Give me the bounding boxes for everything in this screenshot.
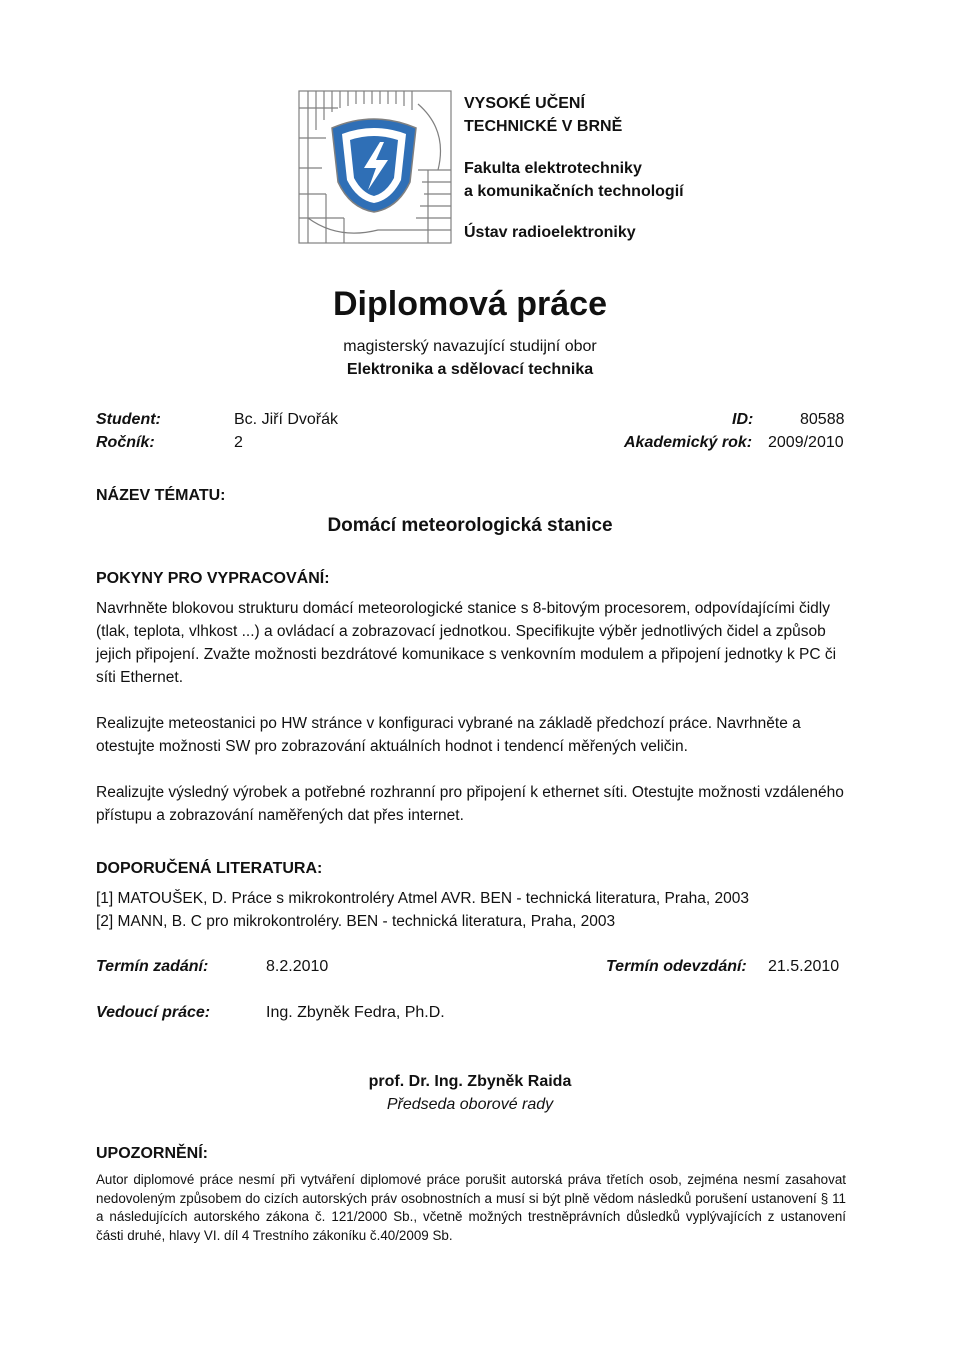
topic-label: NÁZEV TÉMATU: [96,487,226,504]
student-label: Student: [96,411,161,428]
due-date-label: Termín odevzdání: [606,958,747,975]
assigned-date-label: Termín zadání: [96,958,209,975]
study-program: magisterský navazující studijní obor [343,338,597,355]
id-label: ID: [732,411,754,428]
instructions-paragraph: Navrhněte blokovou strukturu domácí meteorologické stanice s 8-bitovým procesorem, odpovídajícími čidly (tlak, teplota, vlhkost ...) a ovládací a zobrazovací jednotkou. Specifikujte výběr jednotlivých čidel a způsob jejich připojení. Zvažte možnosti bezdrátové komunikace s venkovním modulem a připojení jednotky k PC či síti Ethernet. [96,600,837,686]
supervisor-label: Vedoucí práce: [96,1004,211,1021]
due-date-value: 21.5.2010 [768,958,840,975]
literature-label: DOPORUČENÁ LITERATURA: [96,860,323,877]
warning-label: UPOZORNĚNÍ: [96,1145,208,1162]
faculty-name-line1: Fakulta elektrotechniky [464,160,642,177]
instructions-paragraph: Realizujte výsledný výrobek a potřebné rozhranní pro připojení k ethernet síti. Otestujte možnosti vzdáleného přístupu a zobrazování naměřených dat přes internet. [96,784,844,824]
student-value: Bc. Jiří Dvořák [234,411,339,428]
instructions-paragraph: Realizujte meteostanici po HW stránce v konfiguraci vybrané na základě předchozí práce. Navrhněte a otestujte možnosti SW pro zobrazování aktuálních hodnot i tendencí měřených veličin. [96,715,801,755]
university-name-line2: TECHNICKÉ V BRNĚ [464,118,623,135]
university-name-line1: VYSOKÉ UČENÍ [464,95,585,112]
vut-logo-icon [298,90,452,244]
literature-item: [2] MANN, B. C pro mikrokontroléry. BEN - technická literatura, Praha, 2003 [96,913,616,930]
academic-year-value: 2009/2010 [768,434,844,451]
year-value: 2 [234,434,243,451]
department-name: Ústav radioelektroniky [464,224,636,241]
year-label: Ročník: [96,434,155,451]
assigned-date-value: 8.2.2010 [266,958,329,975]
academic-year-label: Akademický rok: [624,434,753,451]
chair-role: Předseda oborové rady [386,1096,554,1113]
id-value: 80588 [800,411,845,428]
topic-value: Domácí meteorologická stanice [327,515,613,536]
chair-name: prof. Dr. Ing. Zbyněk Raida [368,1073,572,1090]
faculty-name-line2: a komunikačních technologií [464,183,684,200]
warning-text: Autor diplomové práce nesmí při vytváření diplomové práce porušit autorská práva třetích osob, zejména nesmí zasahovat nedovoleným způsobem do cizích autorských práv osobnostních a musí si být plně vědom následků porušení ustanovení § 11 a následujících autorského zákona č. 121/2000 Sb., včetně možných trestněprávních důsledků vyplývajících z ustanovení části druhé, hlavy VI. díl 4 Trestního zákoníku č.40/2009 Sb. [96,1172,846,1243]
literature-item: [1] MATOUŠEK, D. Práce s mikrokontroléry Atmel AVR. BEN - technická literatura, Praha, 2003 [96,890,749,907]
document-title: Diplomová práce [333,285,607,323]
instructions-label: POKYNY PRO VYPRACOVÁNÍ: [96,570,330,587]
supervisor-value: Ing. Zbyněk Fedra, Ph.D. [266,1004,445,1021]
study-field: Elektronika a sdělovací technika [346,361,594,378]
